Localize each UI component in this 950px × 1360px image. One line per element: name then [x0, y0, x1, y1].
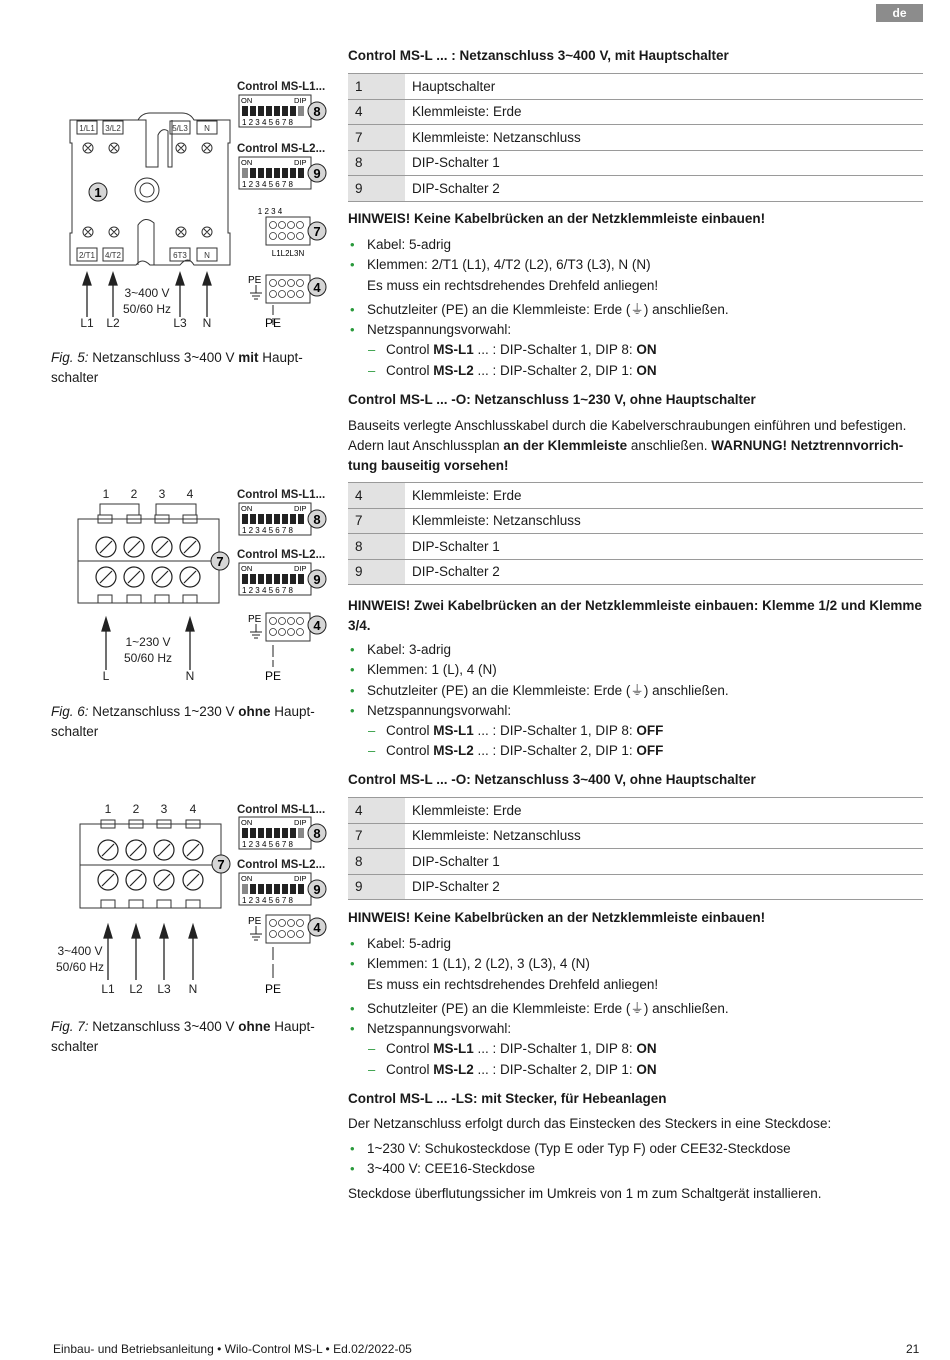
list-item: – Control MS-L1 ... : DIP-Schalter 1, DIP 8: ON	[348, 340, 923, 360]
svg-text:L1L2L3N: L1L2L3N	[271, 249, 305, 258]
list-item: – Control MS-L1 ... : DIP-Schalter 1, DIP 8: OFF	[348, 721, 923, 741]
list-item: • Netzspannungsvorwahl:	[348, 701, 923, 721]
ctrl-ms-l2-label: Control MS-L2...	[237, 143, 326, 155]
list-item: • Netzspannungsvorwahl:	[348, 320, 923, 340]
list-item: – Control MS-L1 ... : DIP-Schalter 1, DIP 8: ON	[348, 1039, 923, 1059]
list-item: • 3~400 V: CEE16-Steckdose	[348, 1159, 923, 1179]
svg-text:Control MS-L1...: Control MS-L1...	[237, 804, 326, 816]
section-3-heading: Control MS-L ... -O: Netzanschluss 3~400 V, ohne Hauptschalter	[348, 772, 756, 787]
svg-text:2: 2	[132, 802, 140, 816]
svg-text:8: 8	[313, 826, 321, 841]
svg-text:ON: ON	[241, 874, 253, 883]
svg-text:50/60 Hz: 50/60 Hz	[122, 302, 172, 316]
section-2-table	[348, 482, 923, 585]
f5-terminal-bot-4: N	[204, 251, 210, 260]
callout-1	[89, 183, 107, 201]
table-row: 4 Klemmleiste: Erde	[348, 99, 923, 125]
list-item: • Klemmen: 1 (L), 4 (N)	[348, 660, 923, 680]
svg-text:N: N	[188, 982, 198, 996]
list-item: Es muss ein rechtsdrehendes Drehfeld anliegen!	[367, 277, 659, 293]
table-row: 9 DIP-Schalter 2	[348, 874, 923, 900]
svg-text:DIP: DIP	[294, 96, 307, 105]
svg-text:3~400 V: 3~400 V	[57, 944, 103, 958]
list-item: • Klemmen: 1 (L1), 2 (L2), 3 (L3), 4 (N)	[348, 954, 923, 974]
language-badge: de	[876, 4, 923, 22]
svg-text:1~230 V: 1~230 V	[125, 635, 171, 649]
ctrl-ms-l1-label: Control MS-L1...	[237, 81, 326, 93]
section-1-table	[348, 73, 923, 202]
page-number: 21	[906, 1342, 920, 1356]
f5-terminal-bot-1: 2/T1	[78, 251, 96, 260]
svg-text:4: 4	[313, 920, 321, 935]
list-item: • Kabel: 5-adrig	[348, 934, 923, 954]
table-row: 9 DIP-Schalter 2	[348, 176, 923, 202]
svg-text:4: 4	[313, 280, 321, 295]
svg-text:50/60 Hz: 50/60 Hz	[55, 960, 105, 974]
svg-text:L2: L2	[129, 982, 143, 996]
list-item: • Netzspannungsvorwahl:	[348, 1019, 923, 1039]
svg-text:3~400 V: 3~400 V	[124, 286, 170, 300]
f5-terminal-top-1: 1/L1	[79, 124, 95, 133]
section-3-table	[348, 797, 923, 900]
figure-5-dip-panel	[236, 75, 340, 335]
section-4-heading: Control MS-L ... -LS: mit Stecker, für Hebeanlagen	[348, 1091, 667, 1106]
svg-text:DIP: DIP	[294, 564, 307, 573]
figure-6-dip-panel	[236, 485, 340, 685]
list-item: • Schutzleiter (PE) an die Klemmleiste: Erde (⏚) anschließen.	[348, 999, 923, 1019]
list-item: • Kabel: 3-adrig	[348, 640, 923, 660]
section-3-list	[348, 934, 923, 1080]
svg-text:12345678: 12345678	[242, 118, 296, 127]
svg-text:L2: L2	[106, 316, 120, 330]
table-row: 8 DIP-Schalter 1	[348, 849, 923, 875]
section-3-note: HINWEIS! Keine Kabelbrücken an der Netzklemmleiste einbauen!	[348, 910, 766, 925]
figure-5-caption: Fig. 5: Netzanschluss 3~400 V mit Haupt- schalter	[51, 350, 303, 385]
svg-text:9: 9	[313, 572, 321, 587]
list-item: Es muss ein rechtsdrehendes Drehfeld anliegen!	[367, 976, 659, 992]
svg-text:7: 7	[216, 554, 224, 569]
svg-text:50/60 Hz: 50/60 Hz	[123, 651, 173, 665]
svg-text:L3: L3	[173, 316, 187, 330]
svg-text:2: 2	[130, 487, 138, 501]
list-item: • Kabel: 5-adrig	[348, 235, 923, 255]
svg-text:ON: ON	[241, 564, 253, 573]
f5-terminal-top-3: 5/L3	[172, 124, 188, 133]
list-item: • Schutzleiter (PE) an die Klemmleiste: Erde (⏚) anschließen.	[348, 300, 923, 320]
section-2-list	[348, 640, 923, 762]
section-4-paragraph-1: Der Netzanschluss erfolgt durch das Einstecken des Steckers in eine Steckdose:	[348, 1116, 832, 1131]
svg-text:3: 3	[158, 487, 166, 501]
f5-terminal-bot-3: 6T3	[173, 251, 187, 260]
svg-text:DIP: DIP	[294, 158, 307, 167]
svg-text:Control MS-L1...: Control MS-L1...	[237, 489, 326, 501]
list-item: • 1~230 V: Schukosteckdose (Typ E oder Typ F) oder CEE32-Steckdose	[348, 1139, 923, 1159]
section-1-list	[348, 235, 923, 381]
table-row: 8 DIP-Schalter 1	[348, 150, 923, 176]
section-2-note: HINWEIS! Zwei Kabelbrücken an der Netzklemmleiste einbauen: Klemme 1/2 und Klemme 3/4.	[348, 598, 922, 633]
figure-7-caption: Fig. 7: Netzanschluss 3~400 V ohne Haupt- schalter	[51, 1019, 315, 1054]
svg-text:DIP: DIP	[294, 874, 307, 883]
svg-text:L: L	[102, 669, 110, 683]
svg-text:PE: PE	[248, 275, 262, 286]
list-item: – Control MS-L2 ... : DIP-Schalter 2, DIP 1: ON	[348, 361, 923, 381]
svg-text:9: 9	[313, 166, 321, 181]
svg-text:L1: L1	[101, 982, 115, 996]
svg-text:7: 7	[313, 224, 321, 239]
svg-text:N: N	[202, 316, 212, 330]
list-item: • Klemmen: 2/T1 (L1), 4/T2 (L2), 6/T3 (L3), N (N)	[348, 255, 923, 275]
section-4-list	[348, 1139, 923, 1180]
svg-text:12345678: 12345678	[242, 896, 296, 905]
svg-text:1: 1	[104, 802, 112, 816]
svg-text:12345678: 12345678	[242, 180, 296, 189]
svg-text:4: 4	[186, 487, 194, 501]
svg-text:4: 4	[313, 618, 321, 633]
svg-text:1: 1	[102, 487, 110, 501]
svg-text:PE: PE	[248, 916, 262, 927]
svg-text:ON: ON	[241, 818, 253, 827]
callout-4	[308, 278, 326, 296]
table-row: 7 Klemmleiste: Netzanschluss	[348, 508, 923, 534]
f5-terminal-top-4: N	[204, 124, 210, 133]
svg-text:ON: ON	[241, 96, 253, 105]
svg-text:PE: PE	[264, 669, 282, 683]
svg-text:4: 4	[189, 802, 197, 816]
svg-text:1 2 3 4: 1 2 3 4	[257, 207, 283, 216]
list-item: – Control MS-L2 ... : DIP-Schalter 2, DIP 1: ON	[348, 1060, 923, 1080]
svg-text:PE: PE	[248, 614, 262, 625]
svg-text:12345678: 12345678	[242, 586, 296, 595]
svg-text:Control MS-L2...: Control MS-L2...	[237, 859, 326, 871]
figure-7-dip-panel	[236, 800, 340, 1000]
svg-text:12345678: 12345678	[242, 840, 296, 849]
svg-text:DIP: DIP	[294, 504, 307, 513]
f5-terminal-top-2: 3/L2	[105, 124, 121, 133]
svg-text:7: 7	[217, 857, 225, 872]
svg-text:3: 3	[160, 802, 168, 816]
svg-text:12345678: 12345678	[242, 526, 296, 535]
callout-9	[308, 164, 326, 182]
callout-7	[308, 222, 326, 240]
list-item: • Schutzleiter (PE) an die Klemmleiste: Erde (⏚) anschließen.	[348, 681, 923, 701]
table-row: 7 Klemmleiste: Netzanschluss	[348, 823, 923, 849]
figure-6-caption: Fig. 6: Netzanschluss 1~230 V ohne Haupt- schalter	[51, 704, 315, 739]
table-row: 4 Klemmleiste: Erde	[348, 798, 923, 824]
svg-text:ON: ON	[241, 504, 253, 513]
table-row: 7 Klemmleiste: Netzanschluss	[348, 125, 923, 151]
svg-text:9: 9	[313, 882, 321, 897]
section-4-paragraph-2: Steckdose überflutungssicher im Umkreis von 1 m zum Schaltgerät installieren.	[348, 1186, 822, 1201]
table-row: 4 Klemmleiste: Erde	[348, 483, 923, 509]
footer-text: Einbau- und Betriebsanleitung • Wilo-Control MS-L • Ed.02/2022-05	[53, 1342, 412, 1356]
section-2-heading: Control MS-L ... -O: Netzanschluss 1~230 V, ohne Hauptschalter	[348, 392, 756, 407]
svg-text:ON: ON	[241, 158, 253, 167]
svg-text:DIP: DIP	[294, 818, 307, 827]
section-1-heading: Control MS-L ... : Netzanschluss 3~400 V, mit Hauptschalter	[348, 48, 729, 63]
table-row: 8 DIP-Schalter 1	[348, 534, 923, 560]
section-1-note: HINWEIS! Keine Kabelbrücken an der Netzklemmleiste einbauen!	[348, 211, 766, 226]
svg-text:PE: PE	[264, 982, 282, 996]
svg-text:Control MS-L2...: Control MS-L2...	[237, 549, 326, 561]
table-row: 1 Hauptschalter	[348, 74, 923, 100]
section-2-paragraph: Bauseits verlegte Anschlusskabel durch die Kabelverschraubungen einführen und befestigen. Adern laut Anschlussplan an der Klemmleiste anschließen. WARNUNG! Netztrennvorrich-tung bauseitig vorsehen!	[348, 418, 907, 473]
list-item: – Control MS-L2 ... : DIP-Schalter 2, DIP 1: OFF	[348, 741, 923, 761]
svg-text:8: 8	[313, 512, 321, 527]
svg-text:L1: L1	[80, 316, 94, 330]
f5-terminal-bot-2: 4/T2	[104, 251, 122, 260]
callout-8	[308, 102, 326, 120]
svg-text:L3: L3	[157, 982, 171, 996]
svg-text:8: 8	[313, 104, 321, 119]
table-row: 9 DIP-Schalter 2	[348, 559, 923, 585]
svg-text:1: 1	[94, 185, 102, 200]
svg-text:N: N	[185, 669, 195, 683]
svg-text:PE: PE	[264, 316, 282, 330]
